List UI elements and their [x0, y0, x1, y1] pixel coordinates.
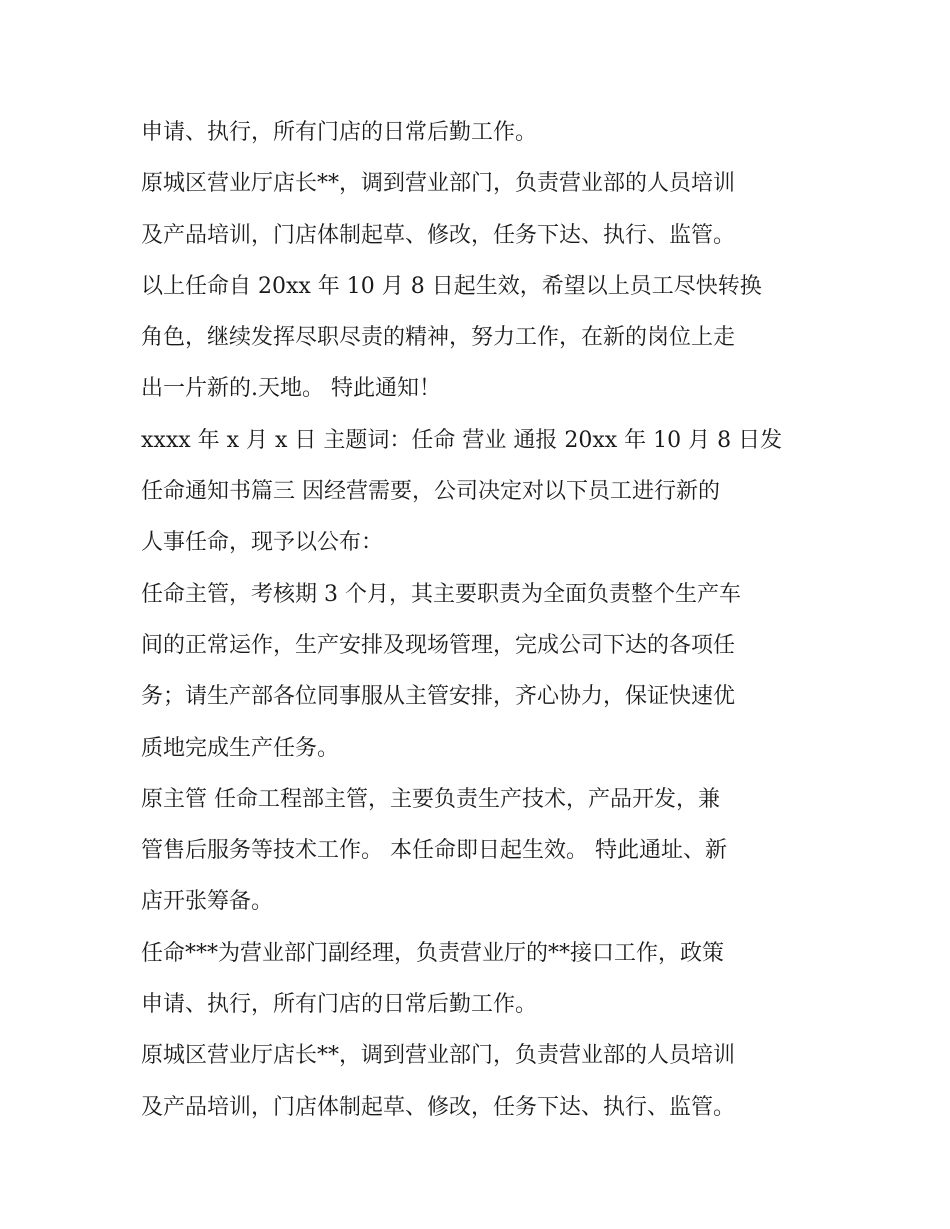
text-line: 及产品培训，门店体制起草、修改，任务下达、执行、监管。: [141, 1094, 736, 1120]
text-line: 任命通知书篇三 因经营需要，公司决定对以下员工进行新的: [141, 479, 720, 505]
document-body: [141, 107, 821, 1133]
text-line: 任命主管，考核期 3 个月，其主要职责为全面负责整个生产车: [141, 581, 741, 607]
text-line: 店开张筹备。: [141, 889, 274, 915]
text-line: 原城区营业厅店长**，调到营业部门，负责营业部的人员培训: [141, 171, 736, 197]
text-line: 质地完成生产任务。: [141, 735, 340, 761]
text-line: 管售后服务等技术工作。 本任命即日起生效。 特此通址、新: [141, 838, 727, 864]
text-line: xxxx 年 x 月 x 日 主题词：任命 营业 通报 20xx 年 10 月 8 日发: [141, 427, 783, 453]
text-line: 及产品培训，门店体制起草、修改，任务下达、执行、监管。: [141, 222, 736, 248]
text-line: 出一片新的.天地。 特此通知！: [141, 376, 441, 402]
text-line: 申请、执行，所有门店的日常后勤工作。: [141, 992, 538, 1018]
text-line: 任命***为营业部门副经理，负责营业厅的**接口工作，政策: [141, 940, 725, 966]
text-line: 角色，继续发挥尽职尽责的精神，努力工作，在新的岗位上走: [141, 325, 736, 351]
text-line: 申请、执行，所有门店的日常后勤工作。: [141, 120, 538, 145]
text-line: 间的正常运作，生产安排及现场管理，完成公司下达的各项任: [141, 632, 736, 658]
text-line: 人事任命，现予以公布：: [141, 530, 384, 556]
text-line: 原主管 任命工程部主管，主要负责生产技术，产品开发，兼: [141, 786, 720, 812]
text-line: 务；请生产部各位同事服从主管安排，齐心协力，保证快速优: [141, 684, 736, 710]
text-line: 以上任命自 20xx 年 10 月 8 日起生效，希望以上员工尽快转换: [141, 273, 762, 299]
text-line: 原城区营业厅店长**，调到营业部门，负责营业部的人员培训: [141, 1043, 736, 1069]
